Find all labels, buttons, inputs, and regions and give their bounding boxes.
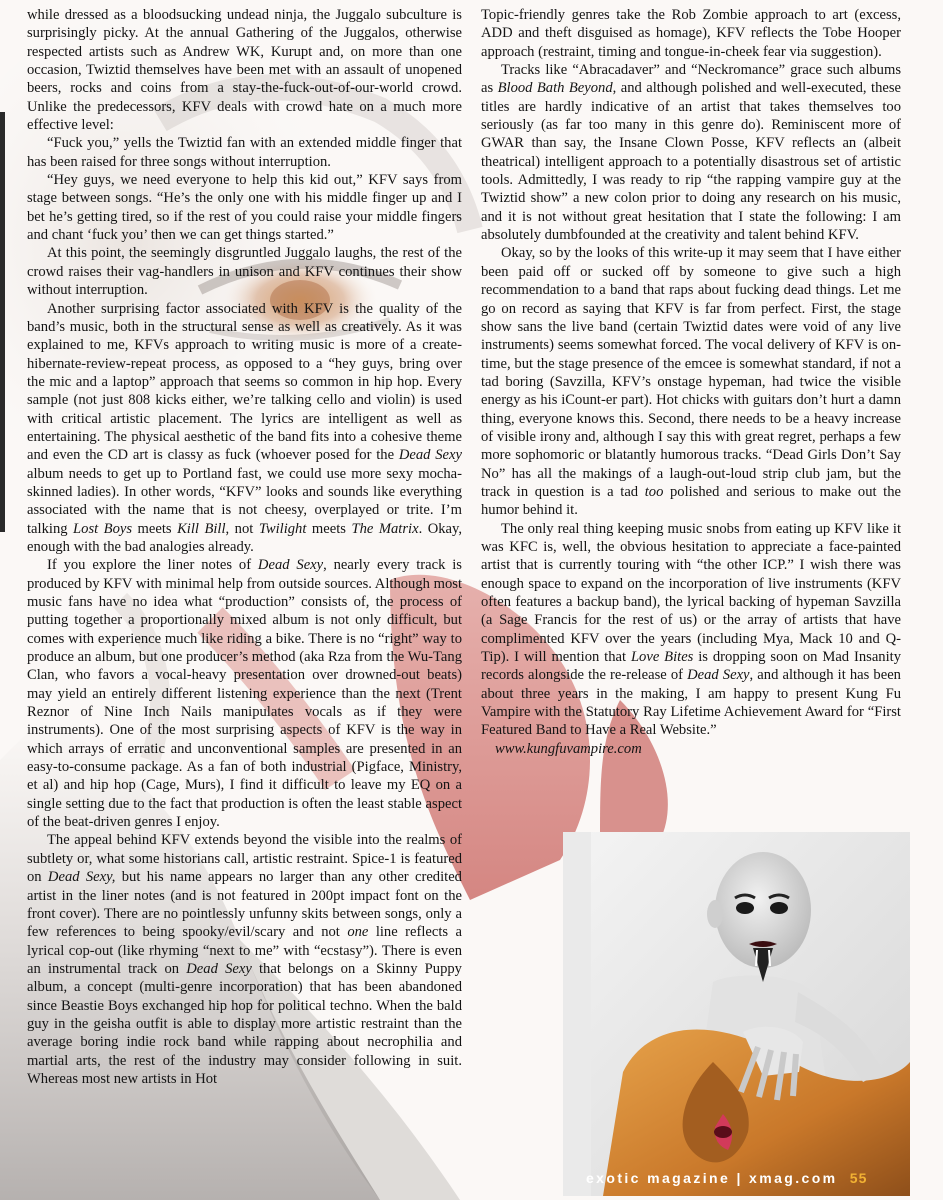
italic-title: The Matrix [351, 520, 419, 537]
text-run: . Okay, enough with the bad analogies already. [27, 520, 463, 555]
text-run: Okay, so by the looks of this write-up it may seem that I have either been paid off or sucked off by someone to give such a high recommendation to a band that raps about fucking dead things. Let me go on record as saying that KFV is far from perfect. First, the stage show sans the live band (certain Twiztid dates were void of any live instruments) seems somewhat forced. The vocal delivery of KFV is on-time, but the stage presence of the emcee is somewhat standard, if not a tad boring (Savzilla, KFV’s onstage hypeman, had twice the visible energy as his iCount-er part). Hot chicks with guitars don’t hurt a damn thing, everyone knows this. Second, there needs to be a heavy increase of visible irony and, although I say this with great regret, perhaps a few more sophomoric or blatantly humorous tracks. “Dead Girls Don’t Say No” has all the makings of a laugh-out-loud strip club jam, but the track in question is a tad [481, 245, 901, 500]
text-run: line reflects a lyrical cop-out (like rhyming “next to me” with “ecstasy”). There is even an instrumental track on [27, 924, 462, 977]
text-run: If you explore the liner notes of [47, 557, 258, 574]
text-run: album needs to get up to Portland fast, we could use more sexy mocha-skinned ladies). In other words, “KFV” looks and sounds like everything associated with the name that is not cheesy, overplayed or trite. I’m talking [27, 465, 462, 537]
italic-title: Blood Bath Beyond [497, 80, 613, 97]
text-run: The appeal behind KFV extends beyond the visible into the realms of subtlety or, what some historians call, artistic restraint. Spice-1 is featured on [27, 832, 462, 886]
right-column-paragraph [481, 6, 901, 61]
italic-title: one [347, 924, 369, 941]
text-run: polished and serious to make out the humor behind it. [481, 483, 901, 519]
photo-kfv-performers [563, 832, 910, 1196]
italic-title: Dead Sexy [186, 960, 252, 977]
left-column-paragraph [27, 831, 462, 1088]
left-column-paragraph [27, 171, 462, 244]
page-number: 55 [849, 1170, 868, 1186]
text-run: that belongs on a Skinny Puppy album, a concept (multi-genre incorporation) that has been abandoned since Beastie Boys exchanged hip hop for political techno. When the bald guy in the geisha outfit is able to display more artistic restraint than the average boring indie rock band while rapping about necrophilia and martial arts, the rest of the industry may consider following in suit. Whereas most new artists in Hot [27, 960, 462, 1087]
text-run: At this point, the seemingly disgruntled Juggalo laughs, the rest of the crowd raises their vag-handlers in unison and KFV continues their show without interruption. [27, 245, 462, 299]
text-run: Tracks like “Abracadaver” and “Neckromance” grace such albums as [481, 62, 901, 97]
text-run: , nearly every track is produced by KFV with minimal help from outside sources. Although most music fans have no idea what “production” consists of, the process of putting together a proportionally mixed album is not only difficult, but comes with experience much like riding a bike. There is no “right” way to produce an album, but one producer’s method (aka Rza from the Wu-Tang Clan, who favors a vocal-heavy presentation over drowned-out beats) may yield an entirely different listening experience than the next (Trent Reznor of Nine Inch Nails manipulates vocals as if they were instruments). One of the most surprising aspects of KFV is the way in which arrays of erratic and unconventional samples are presented in an easy-to-consume package. As a fan of both industrial (Pigface, Ministry, et al) and hip hop (Cage, Murs), I find it difficult to leave my EQ on a single setting due to the fact that production is often the least stable aspect of the beat-driven genres I enjoy. [27, 557, 462, 831]
band-website-link[interactable]: www.kungfuvampire.com [495, 740, 642, 757]
page-edge-bar [0, 112, 5, 532]
italic-title: Kill Bill [177, 520, 226, 537]
text-run: , and although it has been about three years in the making, I am happy to present Kung Fu Vampire with the Statutory Ray Lifetime Achievement Award for “First Featured Band to Have a Real Website.” [481, 667, 901, 739]
right-column-paragraph [481, 244, 901, 519]
right-column-paragraph [481, 61, 901, 244]
italic-title: too [644, 483, 664, 500]
text-run: while dressed as a bloodsucking undead ninja, the Juggalo subculture is surprisingly picky. At the annual Gathering of the Juggalos, otherwise respected artists such as Andrew WK, Kurupt and, on more than one occasion, Twiztid themselves have been met with an assault of unopened beers, rocks and coins from a stay-the-fuck-out-of-our-world crowd. Unlike the predecessors, KFV deals with crowd hate on a much more effective level: [27, 7, 462, 134]
right-column-paragraph [481, 520, 901, 740]
left-column-paragraph [27, 244, 462, 299]
text-run: Another surprising factor associated with KFV is the quality of the band’s music, both in the structural sense as well as creatively. As it was explained to me, KFVs approach to writing music is more of a create-hibernate-review-repeat process, as opposed to a “hey guys, bring over the mic and a laptop” approach that seems so common in hip hop. Every sample (not just 808 kicks either, we’re talking cello and violin) is used with critical artistic placement. The lyrics are intelligent as well as entertaining. The physical aesthetic of the band fits into a cohesive theme and even the CD art is classy as fuck (whoever posed for the [27, 300, 462, 464]
article-column-left [27, 6, 462, 1088]
italic-title: Lost Boys [73, 520, 133, 537]
italic-title: Dead Sexy [398, 447, 462, 464]
text-run: meets [306, 520, 352, 537]
italic-title: Dead Sexy, [47, 869, 116, 886]
left-column-paragraph [27, 300, 462, 557]
text-run: but his name appears no larger than any other credited artist in the liner notes (and is not featured in 200pt impact font on the front cover). There are no pointlessly unfunny skits between songs, only a few references to being spooky/evil/scary and not [27, 869, 462, 941]
italic-title: Love Bites [630, 649, 694, 666]
italic-title: Dead Sexy [687, 667, 750, 684]
left-column-paragraph [27, 134, 462, 171]
italic-title: Dead Sexy [257, 557, 324, 574]
left-column-paragraph [27, 556, 462, 831]
text-run: , not [225, 520, 259, 537]
text-run: “Fuck you,” yells the Twiztid fan with an extended middle finger that has been raised for three songs without interruption. [27, 135, 462, 170]
left-column-paragraph [27, 6, 462, 134]
article-column-right [481, 6, 901, 758]
text-run: meets [132, 520, 178, 537]
text-run: “Hey guys, we need everyone to help this kid out,” KFV says from stage between songs. “He’s the only one with his middle finger up and I bet he’s getting tired, so if the rest of you could raise your middle fingers and chant ‘fuck you’ then we can get things started.” [27, 172, 462, 244]
italic-title: Twilight [258, 520, 307, 537]
text-run: The only real thing keeping music snobs from eating up KFV like it was KFC is, well, the obvious hesitation to appreciate a face-painted artist that is currently touring with “the other ICP.” I wish there was enough space to expand on the incorporation of live instruments (KFV often features a backup band), the lyrical backing of hypeman Savzilla (a Sage Francis for the rest of us) or the array of artists that have complimented KFV over the years (including Mya, Mack 10 and Q-Tip). I will mention that [481, 520, 901, 666]
text-run: , and although polished and well-executed, these titles are hardly indicative of an artist that takes themselves too seriously (as far too many in this genre do). Reminiscent more of GWAR than say, the Insane Clown Posse, KFV reflects an (albeit theatrical) intelligent approach to a potentially disastrous set of artistic tools. Admittedly, I was ready to rip “the rapping vampire guy at the Twiztid show” a new colon prior to doing any research on his music, and it is not without great hesitation that I state the following: I am absolutely dumbfounded at the creativity and talent behind KFV. [481, 80, 901, 244]
page-footer [586, 1170, 916, 1192]
text-run: Topic-friendly genres take the Rob Zombie approach to art (excess, ADD and theft disguised as homage), KFV reflects the Tobe Hooper approach (restraint, timing and tongue-in-cheek fear via suggestion). [481, 7, 901, 60]
text-run: is dropping soon on Mad Insanity records alongside the re-release of [481, 649, 902, 684]
footer-magazine-name: exotic magazine | xmag.com [586, 1170, 838, 1186]
